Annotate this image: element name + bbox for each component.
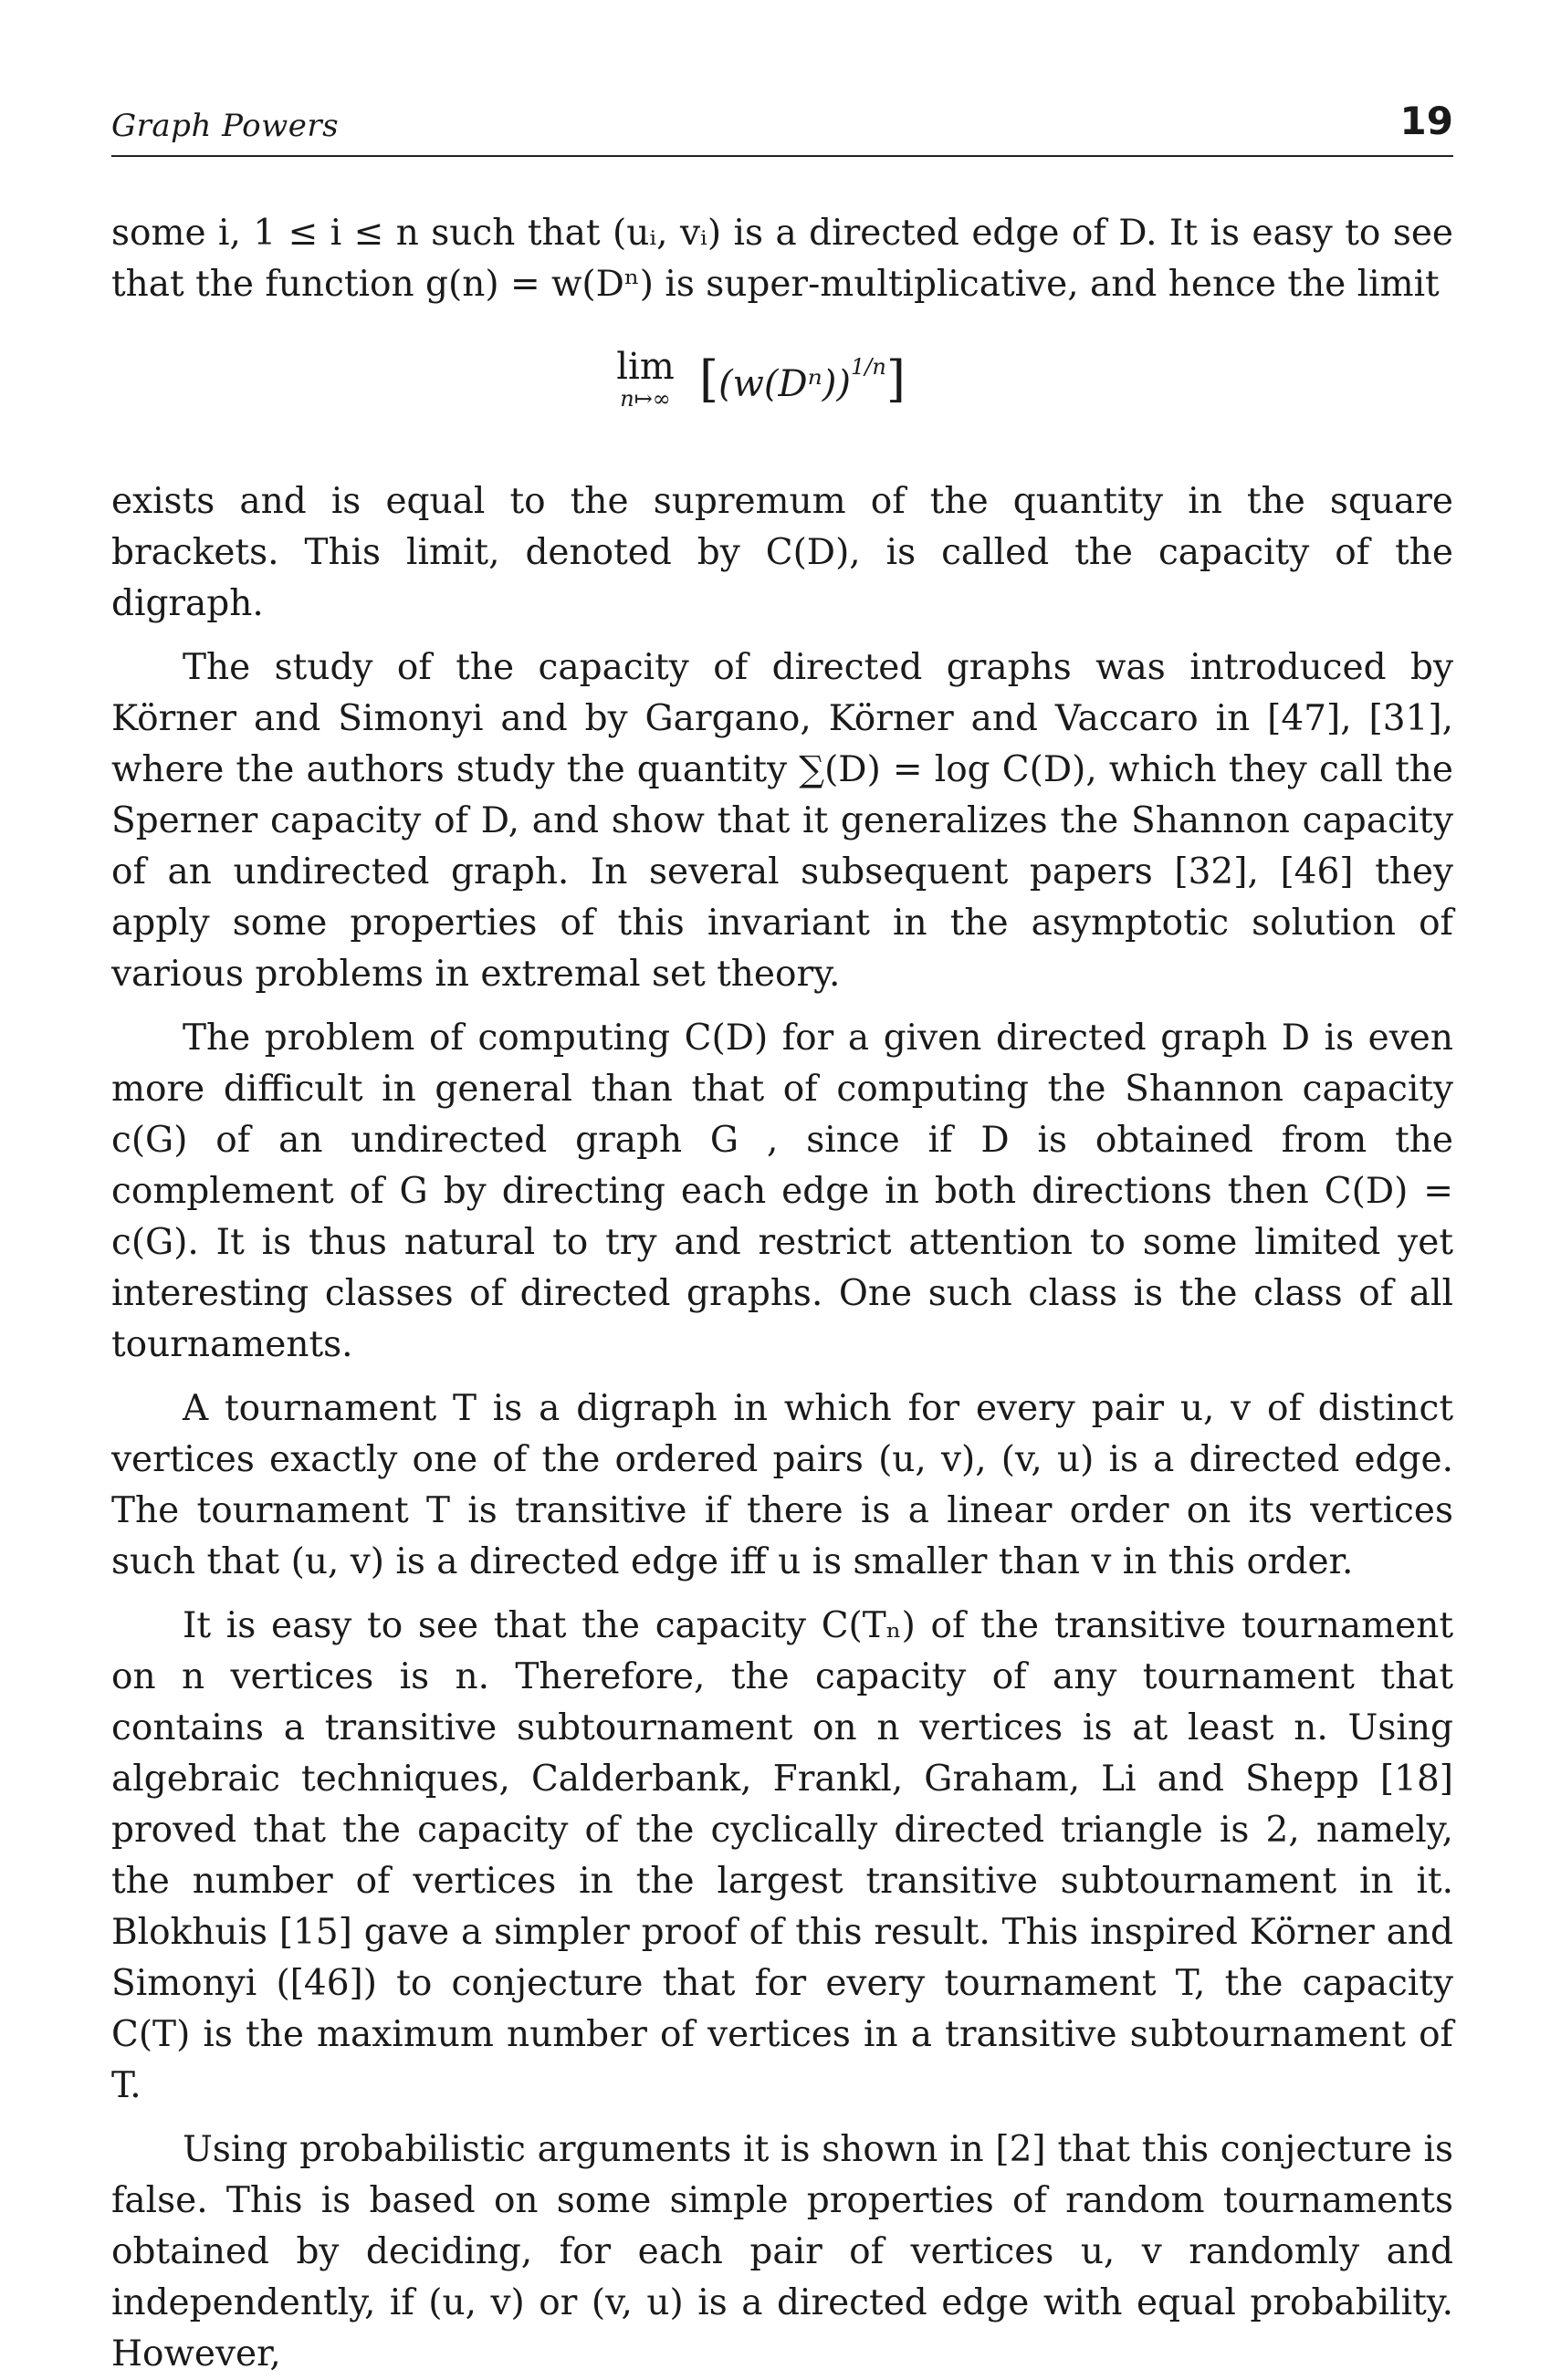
limit-word: lim	[616, 346, 675, 388]
paragraph-5: A tournament T is a digraph in which for every pair u, v of distinct vertices exactly one of the ordered pairs (u, v), (v, u) is a directed edge. The tournament T is transitive if there is a linear order on its vertices such that (u, v) is a directed edge iff u is smaller than v in this order.	[111, 1388, 1453, 1582]
paragraph-2: exists and is equal to the supremum of the quantity in the square brackets. This limit, denoted by C(D), is called the capacity of the digraph.	[111, 481, 1453, 624]
limit-exponent: 1/n	[851, 354, 886, 380]
paragraph-3: The study of the capacity of directed graphs was introduced by Körner and Simonyi and by Gargano, Körner and Vaccaro in [47], [31], where the authors study the quantity ∑(D) = log C(D), which they call the Sperner capacity of D, and show that it generalizes the Shannon capacity of an undirected graph. In several subsequent papers [32], [46] they apply some properties of this invariant in the asymptotic solution of various problems in extremal set theory.	[111, 647, 1453, 995]
page-number: 19	[1399, 99, 1453, 143]
body-text	[111, 208, 1453, 2380]
paragraph-6: It is easy to see that the capacity C(Tₙ) of the transitive tournament on n vertices is n. Therefore, the capacity of any tournament that contains a transitive subtournament on n vertices is at least n. Using algebraic techniques, Calderbank, Frankl, Graham, Li and Shepp [18] proved that the capacity of the cyclically directed triangle is 2, namely, the number of vertices in the largest transitive subtournament in it. Blokhuis [15] gave a simpler proof of this result. This inspired Körner and Simonyi ([46]) to conjecture that for every tournament T, the capacity C(T) is the maximum number of vertices in a transitive subtournament of T.	[111, 1605, 1453, 2106]
paragraph-7: Using probabilistic arguments it is shown in [2] that this conjecture is false. This is based on some simple properties of random tournaments obtained by deciding, for each pair of vertices u, v randomly and independently, if (u, v) or (v, u) is a directed edge with equal probability. However,	[111, 2129, 1453, 2375]
limit-expression: (w(Dⁿ))	[718, 363, 852, 405]
paragraph-4: The problem of computing C(D) for a given directed graph D is even more difficult in general than that of computing the Shannon capacity c(G) of an undirected graph G , since if D is obtained from the complement of G by directing each edge in both directions then C(D) = c(G). It is thus natural to try and restrict attention to some limited yet interesting classes of directed graphs. One such class is the class of all tournaments.	[111, 1018, 1453, 1365]
limit-subscript: n↦∞	[620, 386, 671, 412]
paragraph-1: some i, 1 ≤ i ≤ n such that (uᵢ, vᵢ) is a directed edge of D. It is easy to see that the function g(n) = w(Dⁿ) is super-multiplicative, and hence the limit	[111, 213, 1453, 305]
page-header	[111, 99, 1453, 157]
limit-expression-group: $[(w(D^n))^{1/n}]$	[699, 350, 906, 408]
book-page	[111, 99, 1453, 2380]
limit-equation	[111, 327, 1453, 464]
running-title: Graph Powers	[111, 108, 340, 144]
limit-operator	[604, 343, 686, 411]
